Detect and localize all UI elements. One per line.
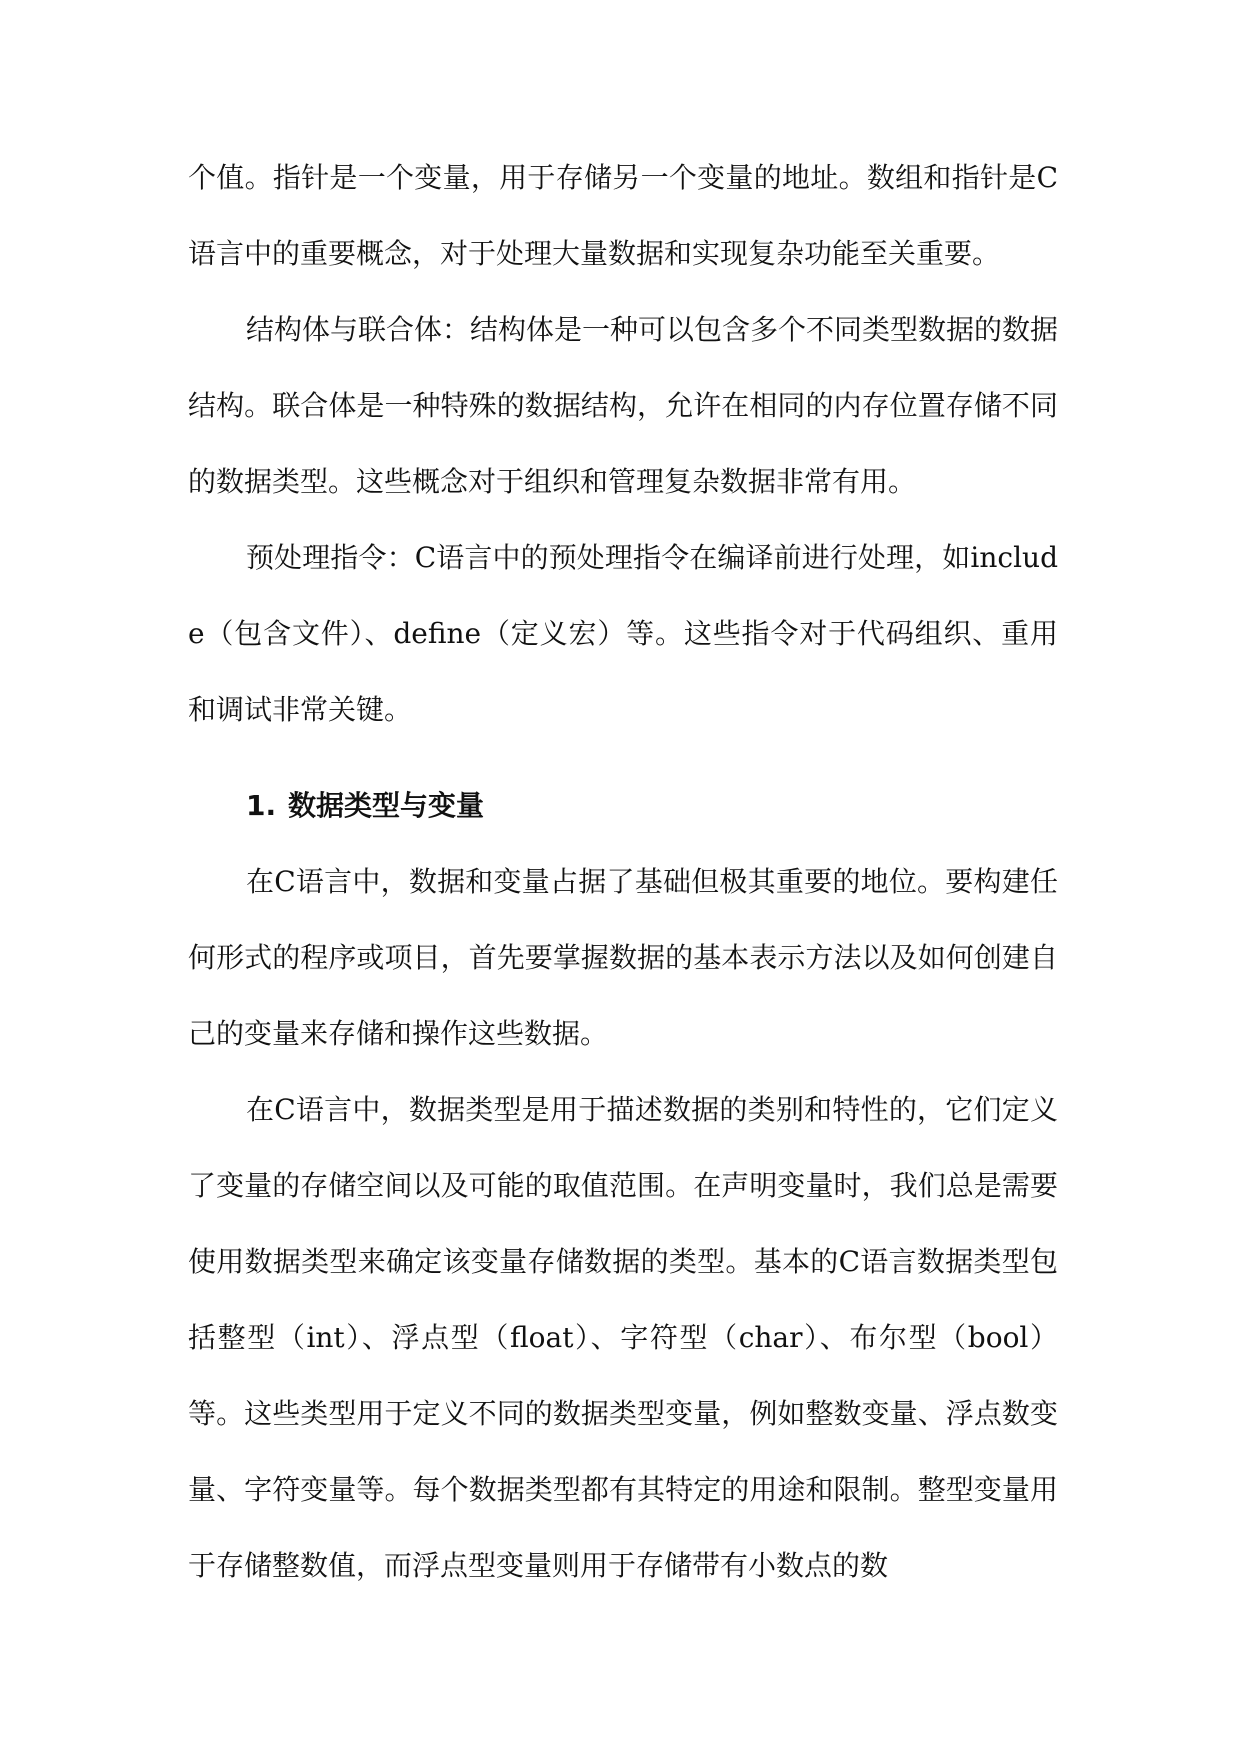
section-title: 数据类型与变量 [288,789,485,822]
section-heading [188,768,1058,844]
paragraph-struct-union: 结构体与联合体：结构体是一种可以包含多个不同类型数据的数据结构。联合体是一种特殊的数据结构，允许在相同的内存位置存储不同的数据类型。这些概念对于组织和管理复杂数据非常有用。 [188,313,1059,498]
paragraph-preprocessor: 预处理指令：C语言中的预处理指令在编译前进行处理，如include（包含文件）、define（定义宏）等。这些指令对于代码组织、重用和调试非常关键。 [188,541,1058,726]
body-text [188,140,1058,1604]
paragraph-data-variables-intro: 在C语言中，数据和变量占据了基础但极其重要的地位。要构建任何形式的程序或项目，首先要掌握数据的基本表示方法以及如何创建自己的变量来存储和操作这些数据。 [188,865,1058,1050]
section-number: 1. [246,789,277,822]
paragraph-data-types: 在C语言中，数据类型是用于描述数据的类别和特性的，它们定义了变量的存储空间以及可能的取值范围。在声明变量时，我们总是需要使用数据类型来确定该变量存储数据的类型。基本的C语言数据类型包括整型（int）、浮点型（float）、字符型（char）、布尔型（bool）等。这些类型用于定义不同的数据类型变量，例如整数变量、浮点数变量、字符变量等。每个数据类型都有其特定的用途和限制。整型变量用于存储整数值，而浮点型变量则用于存储带有小数点的数 [188,1093,1058,1582]
paragraph-pointers: 个值。指针是一个变量，用于存储另一个变量的地址。数组和指针是C语言中的重要概念，对于处理大量数据和实现复杂功能至关重要。 [188,161,1058,270]
